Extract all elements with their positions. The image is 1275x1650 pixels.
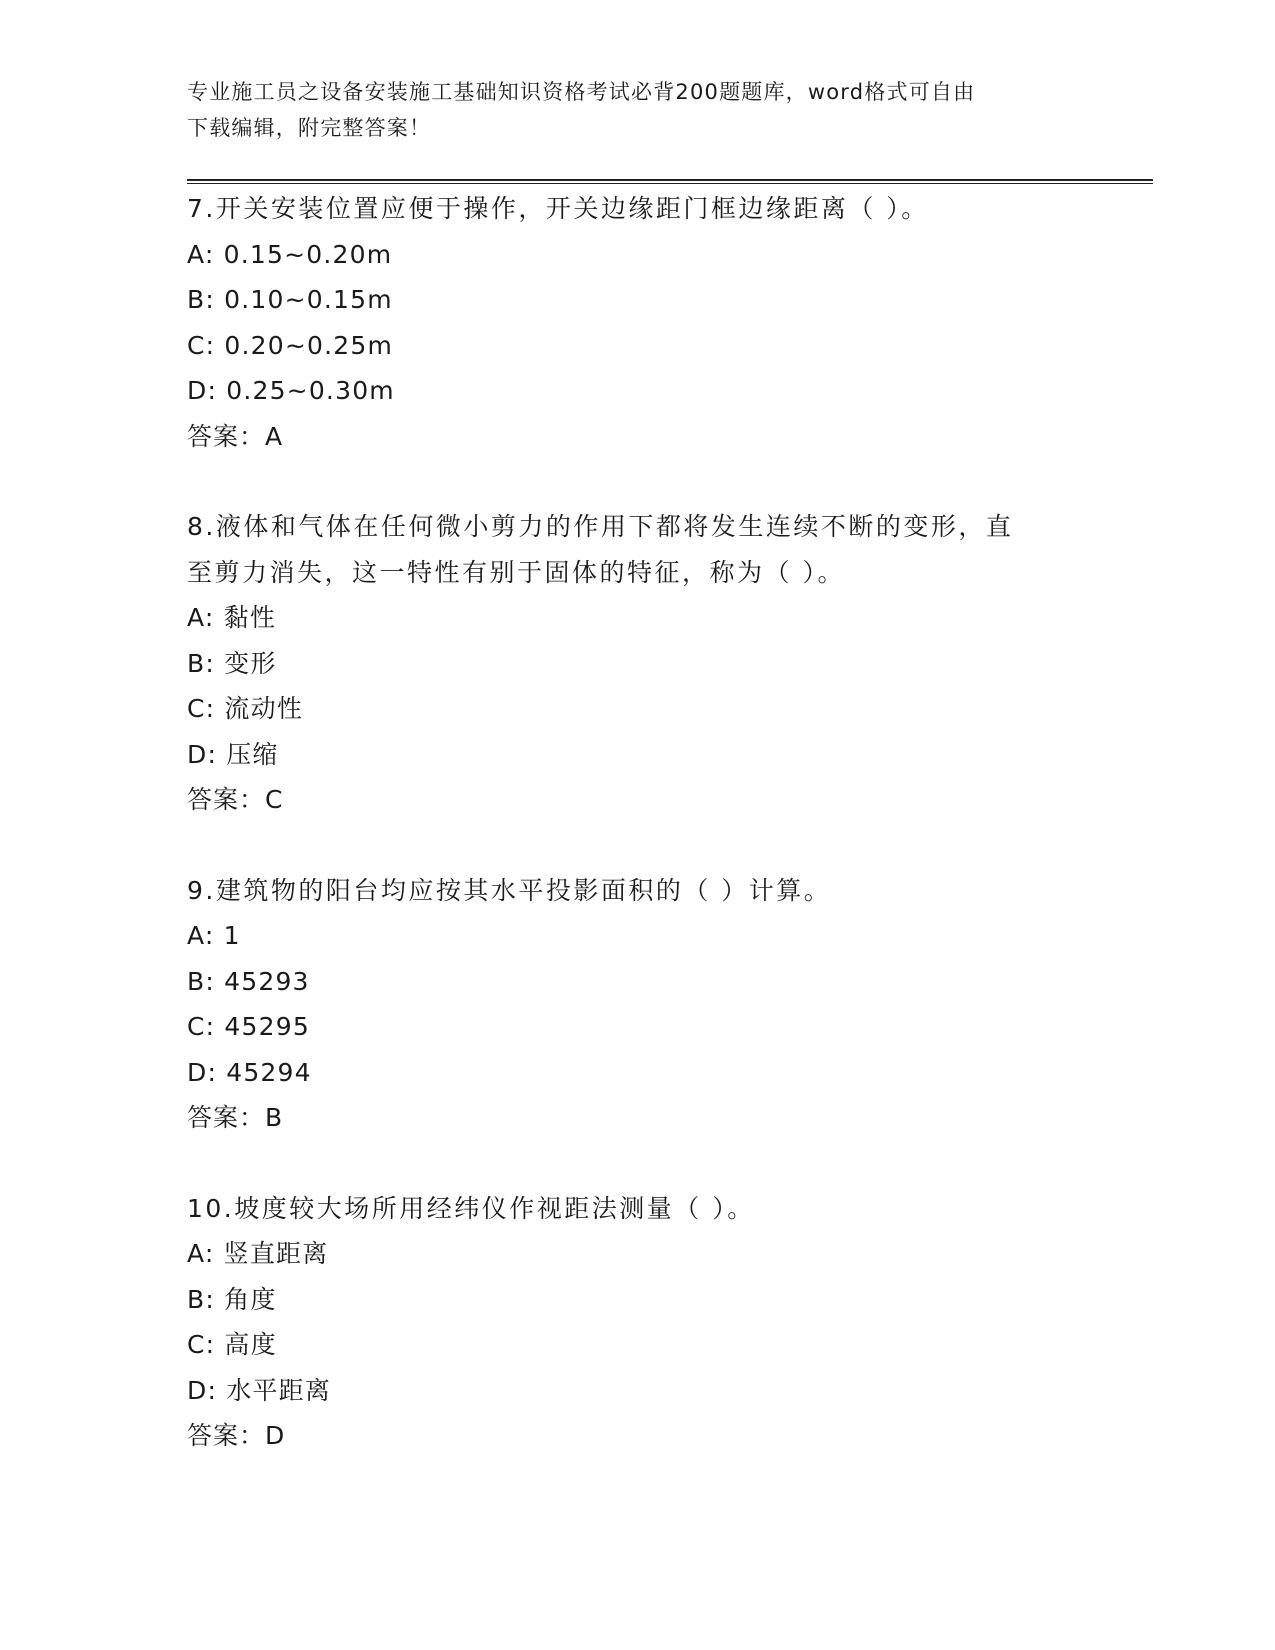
- question-stem: 7.开关安装位置应便于操作，开关边缘距门框边缘距离（ ）。: [187, 194, 929, 223]
- option-c: C: 45295: [187, 1012, 310, 1041]
- option-d: D: 45294: [187, 1057, 312, 1087]
- question-10: [187, 1186, 1087, 1459]
- question-stem: 9.建筑物的阳台均应按其水平投影面积的（ ）计算。: [187, 875, 832, 905]
- option-b: B: 45293: [187, 966, 310, 996]
- document-header: [187, 74, 1067, 146]
- option-a: A: 0.15~0.20m: [187, 239, 393, 269]
- option-a: A: 1: [187, 921, 241, 950]
- answer-label: 答案：D: [187, 1421, 286, 1450]
- question-stem: 10.坡度较大场所用经纬仪作视距法测量（ ）。: [187, 1193, 755, 1223]
- option-a: A: 黏性: [187, 603, 277, 632]
- question-9: [187, 868, 1087, 1141]
- option-b: B: 角度: [187, 1284, 277, 1314]
- option-c: C: 0.20~0.25m: [187, 330, 394, 360]
- option-c: C: 高度: [187, 1330, 277, 1359]
- question-8: [187, 504, 1087, 823]
- question-7: [187, 186, 1087, 459]
- header-divider-bottom: [187, 183, 1153, 184]
- option-a: A: 竖直距离: [187, 1239, 329, 1268]
- option-b: B: 0.10~0.15m: [187, 285, 393, 314]
- question-stem-line-2: 至剪力消失，这一特性有别于固体的特征，称为（ ）。: [187, 557, 845, 587]
- answer-label: 答案：C: [187, 785, 284, 814]
- question-stem-line-1: 8.液体和气体在任何微小剪力的作用下都将发生连续不断的变形，直: [187, 512, 1014, 541]
- header-line-2: 下载编辑，附完整答案！: [187, 116, 432, 140]
- question-list: [187, 186, 1087, 1504]
- option-b: B: 变形: [187, 648, 277, 678]
- answer-label: 答案：B: [187, 1103, 284, 1132]
- header-divider-top: [187, 179, 1153, 181]
- option-d: D: 水平距离: [187, 1375, 332, 1405]
- header-line-1: 专业施工员之设备安装施工基础知识资格考试必背200题题库，word格式可自由: [187, 80, 976, 104]
- option-d: D: 0.25~0.30m: [187, 376, 395, 405]
- option-d: D: 压缩: [187, 739, 279, 769]
- answer-label: 答案：A: [187, 421, 284, 451]
- option-c: C: 流动性: [187, 694, 304, 723]
